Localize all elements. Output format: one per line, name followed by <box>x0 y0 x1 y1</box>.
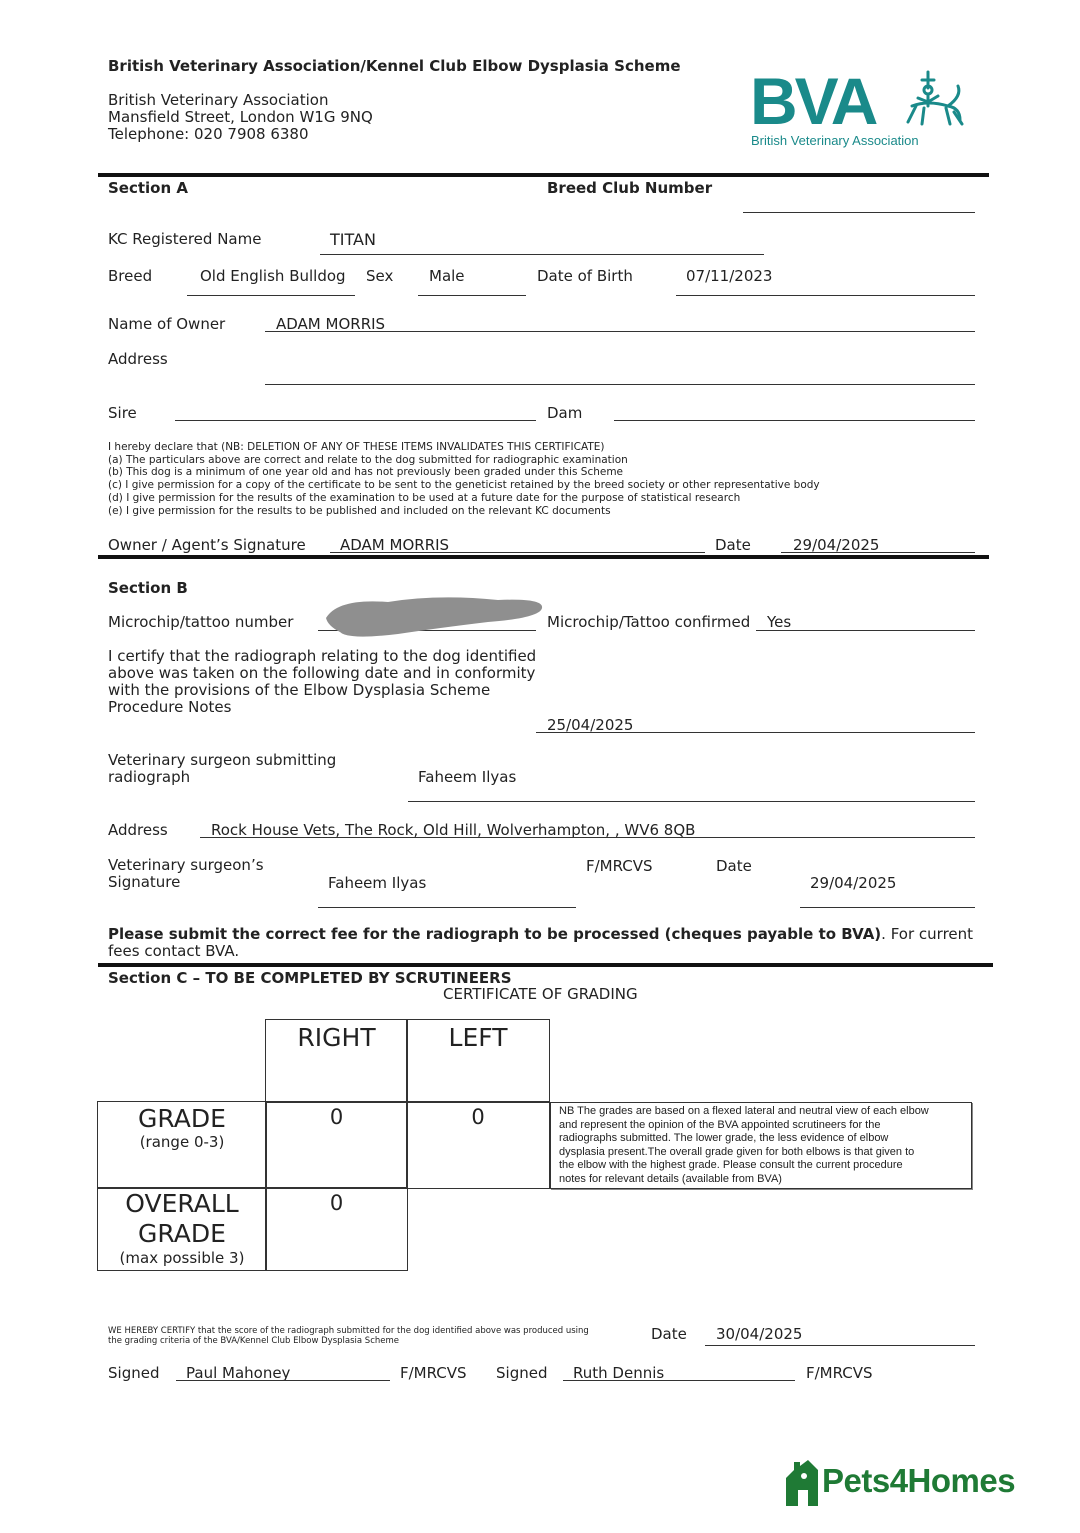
kc-name-field[interactable] <box>320 254 764 255</box>
pets4homes-text: Pets4Homes <box>822 1462 1016 1499</box>
sex-value: Male <box>429 267 465 285</box>
header-left-cell <box>406 1019 550 1103</box>
divider <box>98 173 989 177</box>
owner-date-field[interactable] <box>781 552 975 553</box>
owner-label: Name of Owner <box>108 315 226 333</box>
vet-submitting-label: Veterinary surgeon submitting radiograph <box>108 751 337 786</box>
col-left-label: LEFT <box>448 1023 508 1052</box>
grade-right-cell <box>265 1101 408 1189</box>
signed-1-field[interactable] <box>176 1380 390 1381</box>
grade-left-value: 0 <box>471 1105 485 1129</box>
owner-signature-value: ADAM MORRIS <box>340 536 450 554</box>
scrutineer-certify: WE HEREBY CERTIFY that the score of the radiograph submitted for the dog identified above was produced using the grading criteria of the BVA/Kennel Club Elbow Dysplasia Scheme <box>108 1326 589 1346</box>
fee-note-rest: . For current <box>881 925 974 943</box>
overall-label-1: OVERALL <box>125 1189 239 1218</box>
section-a-heading: Section A <box>108 179 188 197</box>
owner-signature-label: Owner / Agent’s Signature <box>108 536 306 554</box>
overall-label-cell <box>97 1187 267 1271</box>
kc-name-label: KC Registered Name <box>108 230 262 248</box>
certify-line: above was taken on the following date and in conformity <box>108 664 536 682</box>
declaration-line: (a) The particulars above are correct and relate to the dog submitted for radiographic examination <box>108 453 628 466</box>
fmrcvs-label: F/MRCVS <box>806 1364 873 1382</box>
declaration-line: (e) I give permission for the results to be published and included on the relevant KC documents <box>108 504 611 517</box>
vet-submitting-value: Faheem Ilyas <box>418 768 517 786</box>
breed-field[interactable] <box>187 295 355 296</box>
pets4homes-logo-icon <box>782 1460 820 1506</box>
scrutineer-date-value: 30/04/2025 <box>716 1325 803 1343</box>
centaur-icon <box>888 68 968 130</box>
dob-value: 07/11/2023 <box>686 267 773 285</box>
sex-label: Sex <box>366 267 394 285</box>
fee-note-line2: fees contact BVA. <box>108 942 240 960</box>
bva-logo <box>750 66 975 156</box>
grade-left-cell <box>406 1101 550 1189</box>
certify-line: with the provisions of the Elbow Dysplasia Scheme <box>108 681 491 699</box>
overall-value: 0 <box>329 1191 344 1215</box>
breed-label: Breed <box>108 267 153 285</box>
vet-submitting-field[interactable] <box>408 801 975 802</box>
org-phone: Telephone: 020 7908 6380 <box>108 125 309 143</box>
grade-label-cell <box>97 1101 267 1189</box>
scheme-title: British Veterinary Association/Kennel Club Elbow Dysplasia Scheme <box>108 57 681 75</box>
sire-label: Sire <box>108 404 137 422</box>
vet-signature-label: Veterinary surgeon’s Signature <box>108 856 264 891</box>
owner-value: ADAM MORRIS <box>276 315 386 333</box>
vet-address-field[interactable] <box>200 837 975 838</box>
vet-date-field[interactable] <box>800 907 975 908</box>
divider <box>98 963 993 967</box>
scrutineer-date-field[interactable] <box>705 1345 975 1346</box>
section-b-heading: Section B <box>108 579 188 597</box>
kc-name-value: TITAN <box>330 230 376 249</box>
signed-1-value: Paul Mahoney <box>186 1364 291 1382</box>
col-right-label: RIGHT <box>297 1023 376 1052</box>
org-name: British Veterinary Association <box>108 91 329 109</box>
divider <box>98 555 989 559</box>
fmrcvs-label: F/MRCVS <box>400 1364 467 1382</box>
declaration-line: I hereby declare that (NB: DELETION OF ANY OF THESE ITEMS INVALIDATES THIS CERTIFICATE) <box>108 441 605 453</box>
declaration-line: (b) This dog is a minimum of one year old and has not previously been graded under this Scheme <box>108 466 624 479</box>
nb-line: radiographs submitted. The lower grade, the less evidence of elbow <box>559 1132 889 1144</box>
grade-label: GRADE <box>138 1104 226 1133</box>
microchip-label: Microchip/tattoo number <box>108 613 294 631</box>
sire-field[interactable] <box>175 420 536 421</box>
fee-note-bold: Please submit the correct fee for the radiograph to be processed (cheques payable to BVA) <box>108 925 882 943</box>
dob-field[interactable] <box>676 295 975 296</box>
signed-2-value: Ruth Dennis <box>573 1364 665 1382</box>
address-label: Address <box>108 350 168 368</box>
signed-label: Signed <box>108 1364 160 1382</box>
overall-range: (max possible 3) <box>119 1249 245 1267</box>
microchip-confirmed-field[interactable] <box>756 630 975 631</box>
radiograph-date-field[interactable] <box>536 732 975 733</box>
owner-date-value: 29/04/2025 <box>793 536 880 554</box>
dob-label: Date of Birth <box>537 267 633 285</box>
scrutineer-date-label: Date <box>651 1325 687 1343</box>
redaction-scribble <box>318 592 546 642</box>
owner-date-label: Date <box>715 536 751 554</box>
nb-line: NB The grades are based on a flexed lateral and neutral view of each elbow <box>559 1105 929 1117</box>
vet-date-label: Date <box>716 857 752 875</box>
overall-value-cell <box>265 1187 408 1271</box>
nb-line: notes for relevant details (available from BVA) <box>559 1172 782 1185</box>
owner-signature-field[interactable] <box>330 552 705 553</box>
grade-range: (range 0-3) <box>139 1133 225 1151</box>
radiograph-date-value: 25/04/2025 <box>547 716 634 734</box>
section-c-heading: Section C – TO BE COMPLETED BY SCRUTINEERS <box>108 969 512 987</box>
bva-logo-subtitle: British Veterinary Association <box>751 133 919 148</box>
vet-signature-value: Faheem Ilyas <box>328 874 427 892</box>
certify-line: Procedure Notes <box>108 698 232 716</box>
fmrcvs-label: F/MRCVS <box>586 857 653 875</box>
bva-logo-text: BVA <box>750 64 876 138</box>
owner-field[interactable] <box>265 331 975 332</box>
grade-right-value: 0 <box>329 1105 344 1129</box>
signed-2-field[interactable] <box>563 1380 795 1381</box>
vet-address-value: Rock House Vets, The Rock, Old Hill, Wolverhampton, , WV6 8QB <box>211 821 696 839</box>
breed-value: Old English Bulldog <box>200 267 346 285</box>
certify-line: I certify that the radiograph relating to the dog identified <box>108 647 537 665</box>
signed-label: Signed <box>496 1364 548 1382</box>
header-right-cell <box>265 1019 408 1103</box>
org-address: Mansfield Street, London W1G 9NQ <box>108 108 373 126</box>
certify-text <box>108 648 536 716</box>
nb-line: the elbow with the highest grade. Please consult the current procedure <box>559 1159 903 1171</box>
breed-club-field[interactable] <box>743 212 975 213</box>
sex-field[interactable] <box>418 295 526 296</box>
dam-field[interactable] <box>614 420 975 421</box>
nb-box <box>550 1102 972 1189</box>
microchip-confirmed-value: Yes <box>767 613 792 631</box>
microchip-confirmed-label: Microchip/Tattoo confirmed <box>547 613 751 631</box>
nb-line: dysplasia present.The overall grade given for both elbows is that given to <box>559 1145 915 1158</box>
declaration-line: (d) I give permission for the results of the examination to be used at a future date for the purpose of statistical research <box>108 491 741 504</box>
nb-line: and represent the opinion of the BVA appointed scrutineers for the <box>559 1118 881 1131</box>
vet-date-value: 29/04/2025 <box>810 874 897 892</box>
certificate-of-grading: CERTIFICATE OF GRADING <box>443 985 638 1003</box>
vet-address-label: Address <box>108 821 168 839</box>
vet-signature-field[interactable] <box>318 907 576 908</box>
declaration-line: (c) I give permission for a copy of the certificate to be sent to the geneticist retained by the breed society or other representative body <box>108 479 820 492</box>
fee-note <box>108 926 973 960</box>
breed-club-label: Breed Club Number <box>547 179 713 197</box>
declaration <box>108 441 820 517</box>
dam-label: Dam <box>547 404 583 422</box>
address-field[interactable] <box>265 384 975 385</box>
overall-label-2: GRADE <box>138 1219 226 1248</box>
